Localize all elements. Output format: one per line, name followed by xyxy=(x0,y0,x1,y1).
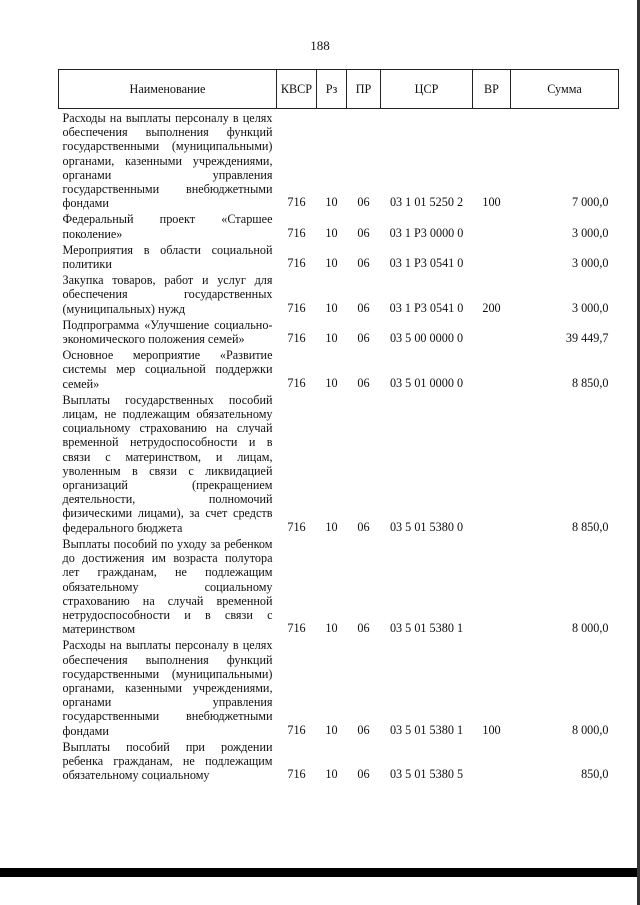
header-pr: ПР xyxy=(347,70,381,109)
row-pr: 06 xyxy=(357,300,370,315)
row-pr: 06 xyxy=(357,331,370,346)
row-name: Основное мероприятие «Развитие системы мер социальной поддержки семей» xyxy=(62,348,273,391)
header-kvsr: КВСР xyxy=(277,70,317,109)
header-sum: Сумма xyxy=(511,70,619,109)
row-sum: 8 850,0 xyxy=(571,519,609,534)
row-kvsr: 716 xyxy=(287,375,306,390)
header-rz: Рз xyxy=(317,70,347,109)
table-row xyxy=(59,316,619,346)
row-pr: 06 xyxy=(357,621,370,636)
row-vr: 100 xyxy=(482,195,501,210)
row-csr: 03 1 P3 0541 0 xyxy=(389,300,464,315)
row-kvsr: 716 xyxy=(287,195,306,210)
budget-table-container xyxy=(58,69,618,782)
header-name: Наименование xyxy=(59,70,277,109)
row-csr: 03 1 01 5250 2 xyxy=(389,195,464,210)
row-pr: 06 xyxy=(357,375,370,390)
row-rz: 10 xyxy=(325,519,338,534)
row-rz: 10 xyxy=(325,767,338,782)
row-name: Расходы на выплаты персоналу в целях обеспечения выполнения функций государственными (муниципальными) органами, казенными учреждениями, органами управления государственными внебюджетными фондами xyxy=(62,638,273,738)
row-vr: 100 xyxy=(482,722,501,737)
table-body xyxy=(59,109,619,783)
row-kvsr: 716 xyxy=(287,300,306,315)
row-kvsr: 716 xyxy=(287,256,306,271)
row-pr: 06 xyxy=(357,195,370,210)
row-sum: 3 000,0 xyxy=(571,225,609,240)
row-vr xyxy=(473,535,511,636)
row-vr xyxy=(473,391,511,535)
row-sum: 8 000,0 xyxy=(571,722,609,737)
table-row xyxy=(59,241,619,271)
row-rz: 10 xyxy=(325,256,338,271)
row-kvsr: 716 xyxy=(287,767,306,782)
row-kvsr: 716 xyxy=(287,331,306,346)
row-csr: 03 1 P3 0541 0 xyxy=(389,256,464,271)
row-rz: 10 xyxy=(325,621,338,636)
row-sum: 7 000,0 xyxy=(571,195,609,210)
row-name: Подпрограмма «Улучшение социально-экономического положения семей» xyxy=(62,317,273,347)
row-csr: 03 5 01 0000 0 xyxy=(389,375,464,390)
row-sum: 8 850,0 xyxy=(571,375,609,390)
row-vr xyxy=(473,738,511,783)
row-name: Выплаты пособий при рождении ребенка гражданам, не подлежащим обязательному социальному xyxy=(62,739,273,783)
row-rz: 10 xyxy=(325,331,338,346)
row-pr: 06 xyxy=(357,767,370,782)
row-kvsr: 716 xyxy=(287,722,306,737)
row-sum: 850,0 xyxy=(581,767,609,782)
row-name: Выплаты пособий по уходу за ребенком до достижения им возраста полутора лет гражданам, не подлежащим обязательному социальному страхованию на случай временной нетрудоспособности и в связи с материнством xyxy=(62,536,273,637)
row-sum: 39 449,7 xyxy=(565,331,609,346)
table-row xyxy=(59,210,619,240)
table-row xyxy=(59,346,619,391)
row-vr: 200 xyxy=(482,300,501,315)
table-row xyxy=(59,636,619,737)
row-vr xyxy=(473,316,511,346)
row-name: Расходы на выплаты персоналу в целях обеспечения выполнения функций государственными (муниципальными) органами, казенными учреждениями, органами управления государственными внебюджетными фондами xyxy=(62,111,273,211)
row-rz: 10 xyxy=(325,722,338,737)
scan-bottom-border xyxy=(0,868,640,877)
page-number: 188 xyxy=(310,38,330,53)
table-row xyxy=(59,271,619,316)
budget-table xyxy=(58,69,619,782)
row-csr: 03 5 01 5380 1 xyxy=(389,621,464,636)
row-name: Выплаты государственных пособий лицам, не подлежащим обязательному социальному страхованию на случай временной нетрудоспособности и в связи с материнством, и лицам, уволенным в связи с ликвидацией организаций (прекращением деятельности, полномочий физическими лицами), за счет средств федерального бюджета xyxy=(62,392,273,535)
row-csr: 03 5 01 5380 0 xyxy=(389,519,464,534)
row-name: Закупка товаров, работ и услуг для обеспечения государственных (муниципальных) нужд xyxy=(62,273,273,316)
row-name: Федеральный проект «Старшее поколение» xyxy=(62,212,273,241)
row-sum: 8 000,0 xyxy=(571,621,609,636)
row-kvsr: 716 xyxy=(287,621,306,636)
row-rz: 10 xyxy=(325,195,338,210)
row-rz: 10 xyxy=(325,300,338,315)
table-row xyxy=(59,738,619,783)
row-rz: 10 xyxy=(325,375,338,390)
row-sum: 3 000,0 xyxy=(571,300,609,315)
header-vr: ВР xyxy=(473,70,511,109)
table-header-row xyxy=(59,70,619,109)
row-pr: 06 xyxy=(357,256,370,271)
row-vr xyxy=(473,241,511,271)
table-row xyxy=(59,109,619,211)
table-row xyxy=(59,391,619,535)
row-sum: 3 000,0 xyxy=(571,256,609,271)
row-pr: 06 xyxy=(357,225,370,240)
row-vr xyxy=(473,210,511,240)
row-csr: 03 1 P3 0000 0 xyxy=(389,225,464,240)
row-pr: 06 xyxy=(357,519,370,534)
row-csr: 03 5 00 0000 0 xyxy=(389,331,464,346)
row-rz: 10 xyxy=(325,225,338,240)
row-kvsr: 716 xyxy=(287,225,306,240)
row-csr: 03 5 01 5380 1 xyxy=(389,722,464,737)
row-vr xyxy=(473,346,511,391)
table-row xyxy=(59,535,619,636)
row-kvsr: 716 xyxy=(287,519,306,534)
row-pr: 06 xyxy=(357,722,370,737)
header-csr: ЦСР xyxy=(381,70,473,109)
row-name: Мероприятия в области социальной политики xyxy=(62,242,273,272)
row-csr: 03 5 01 5380 5 xyxy=(389,767,464,782)
